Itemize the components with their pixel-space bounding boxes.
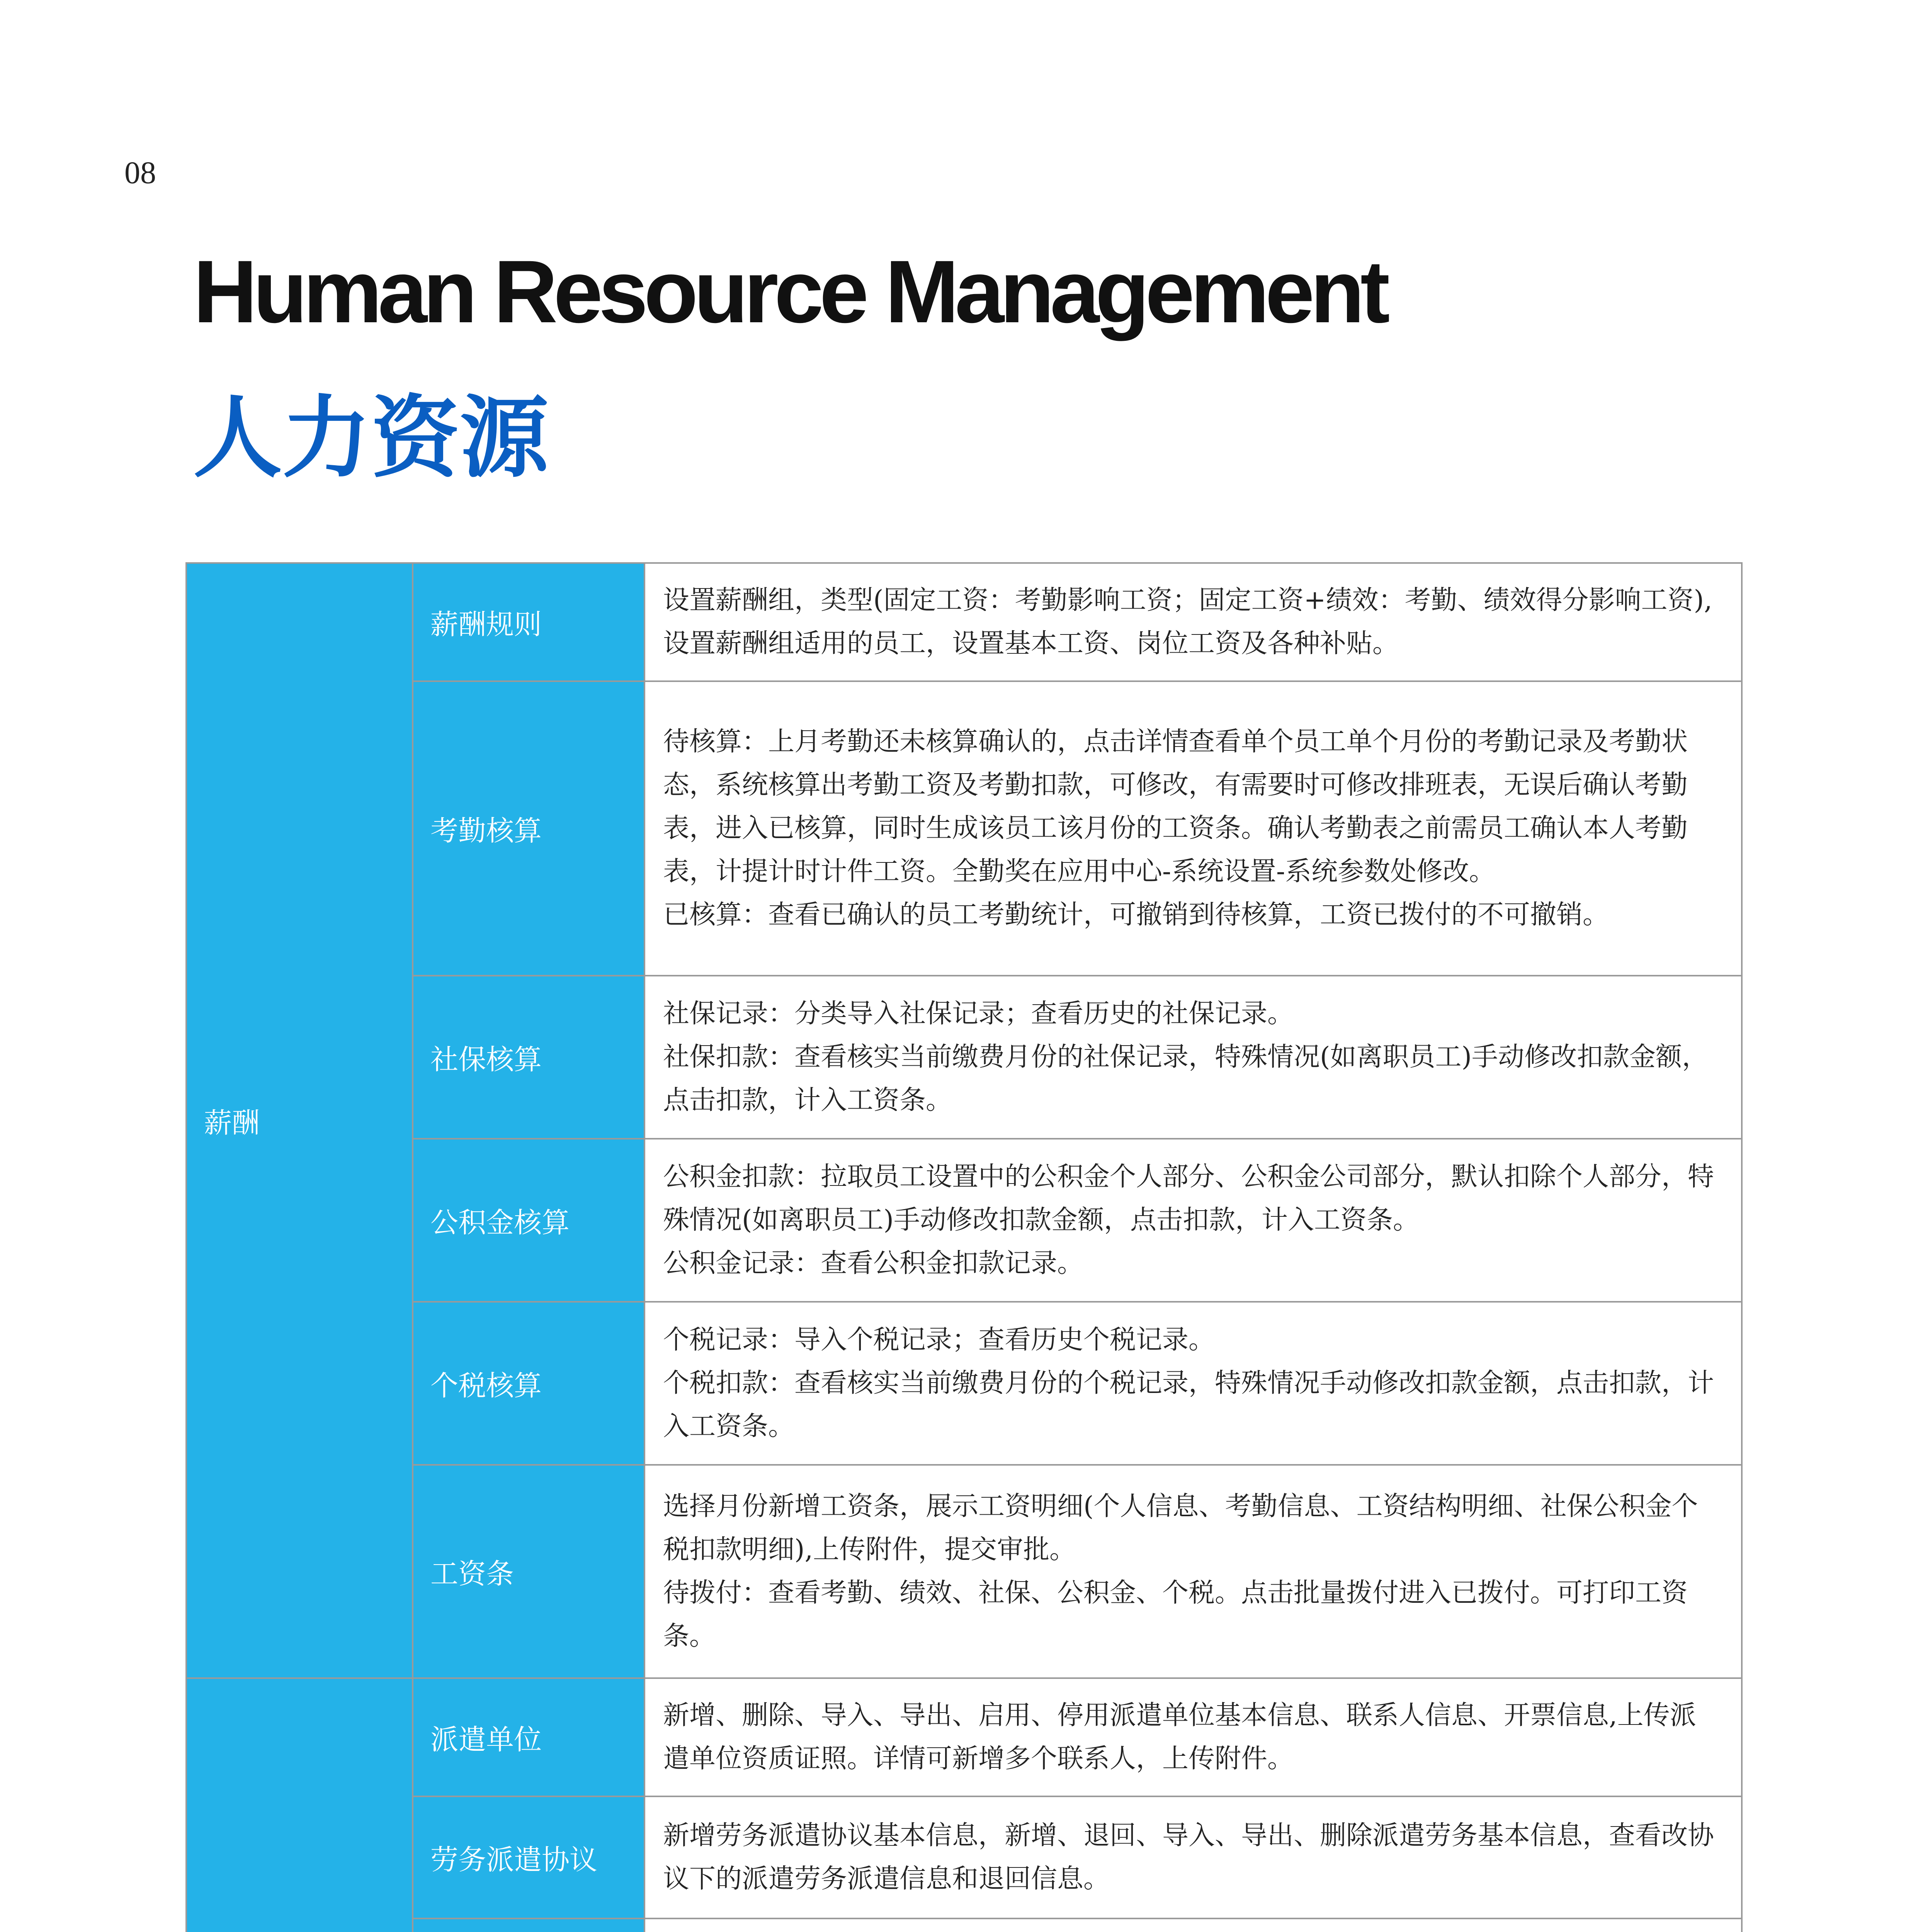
- feature-name: 社保核算: [413, 976, 644, 1139]
- page-title-english: Human Resource Management: [193, 242, 1386, 341]
- feature-name: 考勤核算: [413, 681, 644, 976]
- table-row: [186, 1796, 1742, 1918]
- feature-description: 个税记录：导入个税记录；查看历史个税记录。 个税扣款：查看核实当前缴费月份的个税记录，特殊情况手动修改扣款金额，点击扣款，计入工资条。: [644, 1302, 1742, 1465]
- feature-name: 派遣单位: [413, 1678, 644, 1796]
- table-row: [186, 1678, 1742, 1796]
- feature-name: 个税核算: [413, 1302, 644, 1465]
- feature-name: [413, 1918, 644, 1932]
- table-row: [186, 1139, 1742, 1302]
- feature-description: [644, 1918, 1742, 1932]
- table-row: [186, 563, 1742, 681]
- table-row: [186, 1302, 1742, 1465]
- page-title-chinese: 人力资源: [193, 387, 549, 490]
- feature-description: 社保记录：分类导入社保记录；查看历史的社保记录。 社保扣款：查看核实当前缴费月份的社保记录，特殊情况(如离职员工)手动修改扣款金额，点击扣款，计入工资条。: [644, 976, 1742, 1139]
- category-cell: 薪酬: [186, 563, 413, 1678]
- table-row: [186, 976, 1742, 1139]
- feature-description: 选择月份新增工资条，展示工资明细(个人信息、考勤信息、工资结构明细、社保公积金个税扣款明细),上传附件，提交审批。 待拨付：查看考勤、绩效、社保、公积金、个税。点击批量拨付进入已拨付。可打印工资条。: [644, 1465, 1742, 1678]
- feature-description: 设置薪酬组，类型(固定工资：考勤影响工资；固定工资+绩效：考勤、绩效得分影响工资),设置薪酬组适用的员工，设置基本工资、岗位工资及各种补贴。: [644, 563, 1742, 681]
- category-cell: [186, 1678, 413, 1932]
- feature-description: 公积金扣款：拉取员工设置中的公积金个人部分、公积金公司部分，默认扣除个人部分，特殊情况(如离职员工)手动修改扣款金额，点击扣款，计入工资条。 公积金记录：查看公积金扣款记录。: [644, 1139, 1742, 1302]
- feature-name: 薪酬规则: [413, 563, 644, 681]
- feature-name: 工资条: [413, 1465, 644, 1678]
- feature-name: 劳务派遣协议: [413, 1796, 644, 1918]
- feature-description: 新增劳务派遣协议基本信息，新增、退回、导入、导出、删除派遣劳务基本信息，查看改协议下的派遣劳务派遣信息和退回信息。: [644, 1796, 1742, 1918]
- table-row: [186, 681, 1742, 976]
- table-row: [186, 1918, 1742, 1932]
- feature-description: 新增、删除、导入、导出、启用、停用派遣单位基本信息、联系人信息、开票信息,上传派遣单位资质证照。详情可新增多个联系人，上传附件。: [644, 1678, 1742, 1796]
- feature-description: 待核算：上月考勤还未核算确认的，点击详情查看单个员工单个月份的考勤记录及考勤状态，系统核算出考勤工资及考勤扣款，可修改，有需要时可修改排班表，无误后确认考勤表，进入已核算，同时生成该员工该月份的工资条。确认考勤表之前需员工确认本人考勤表，计提计时计件工资。全勤奖在应用中心-系统设置-系统参数处修改。 已核算：查看已确认的员工考勤统计，可撤销到待核算，工资已拨付的不可撤销。: [644, 681, 1742, 976]
- page-number: 08: [124, 155, 156, 190]
- feature-name: 公积金核算: [413, 1139, 644, 1302]
- table-row: [186, 1465, 1742, 1678]
- feature-table: [185, 562, 1743, 1932]
